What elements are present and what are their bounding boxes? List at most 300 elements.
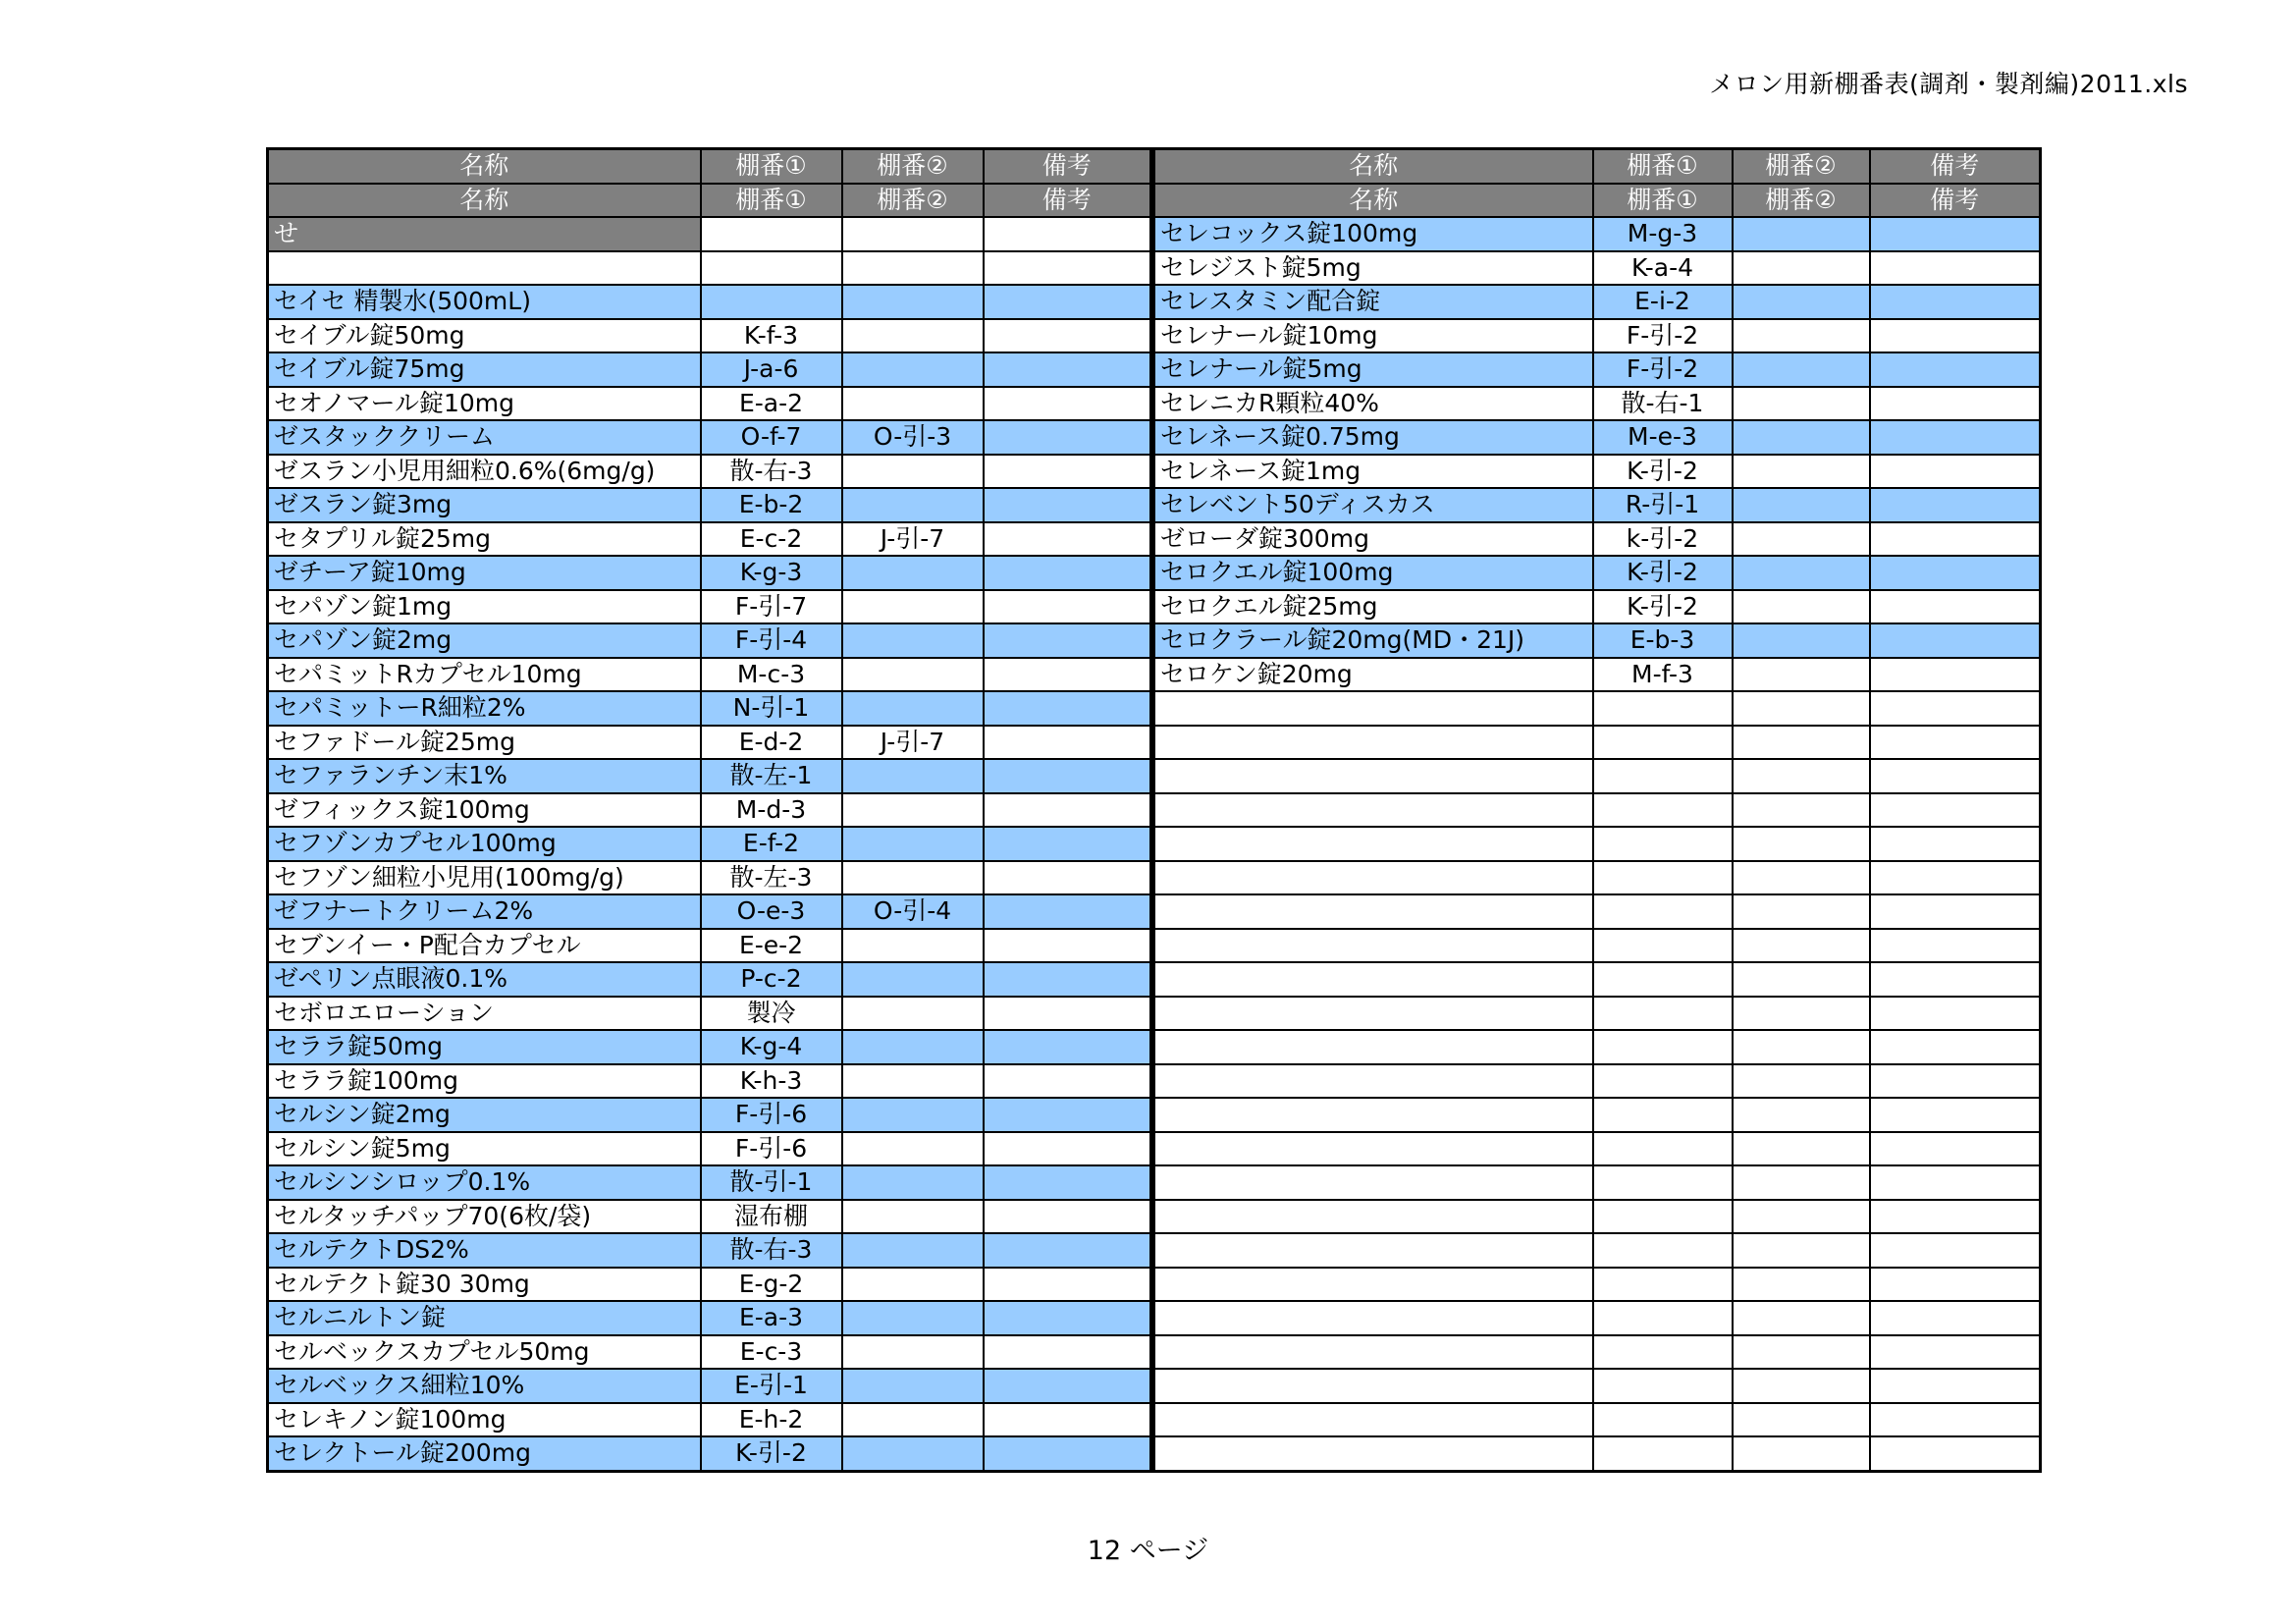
table-row <box>1154 1436 2041 1471</box>
drug-name-cell <box>1154 1064 1593 1099</box>
note-cell <box>1870 488 2041 522</box>
shelf-1-cell: E-g-2 <box>701 1268 842 1302</box>
table-row <box>1154 352 2041 387</box>
shelf-2-cell <box>842 1369 984 1403</box>
table-row <box>1154 1165 2041 1200</box>
shelf-2-cell <box>1733 1098 1870 1132</box>
note-cell <box>1870 997 2041 1031</box>
shelf-2-cell <box>1733 455 1870 489</box>
drug-name-cell: セレネース錠0.75mg <box>1154 420 1593 455</box>
table-row <box>1154 590 2041 624</box>
drug-name-cell <box>1154 1403 1593 1437</box>
drug-name-cell <box>1154 1335 1593 1370</box>
note-cell <box>984 420 1151 455</box>
note-cell <box>1870 861 2041 895</box>
drug-name-cell: ゼフナートクリーム2% <box>268 894 701 929</box>
note-cell <box>984 726 1151 760</box>
note-cell <box>984 1064 1151 1099</box>
drug-name-cell <box>1154 1165 1593 1200</box>
note-cell <box>984 352 1151 387</box>
shelf-1-cell <box>1593 1268 1733 1302</box>
table-row <box>268 1403 1151 1437</box>
drug-name-cell: セルニルトン錠 <box>268 1301 701 1335</box>
shelf-2-cell <box>842 488 984 522</box>
note-cell <box>1870 352 2041 387</box>
drug-name-cell: セルタッチパップ70(6枚/袋) <box>268 1200 701 1234</box>
shelf-2-cell <box>1733 793 1870 828</box>
shelf-2-cell <box>1733 691 1870 726</box>
shelf-2-cell: O-引-4 <box>842 894 984 929</box>
shelf-1-cell <box>1593 1301 1733 1335</box>
shelf-1-cell: K-引-2 <box>1593 590 1733 624</box>
shelf-1-cell: F-引-6 <box>701 1098 842 1132</box>
header-name: 名称 <box>268 184 701 218</box>
shelf-2-cell <box>842 691 984 726</box>
header-row <box>268 149 1151 184</box>
drug-name-cell: セパゾン錠1mg <box>268 590 701 624</box>
note-cell <box>1870 929 2041 963</box>
section-shelf-1 <box>701 217 842 251</box>
note-cell <box>984 319 1151 353</box>
note-cell <box>984 1233 1151 1268</box>
table-row <box>1154 1335 2041 1370</box>
shelf-1-cell: 散-右-1 <box>1593 387 1733 421</box>
drug-name-cell: セルベックスカプセル50mg <box>268 1335 701 1370</box>
table-row <box>1154 962 2041 997</box>
shelf-2-cell <box>1733 488 1870 522</box>
shelf-2-cell <box>1733 1165 1870 1200</box>
note-cell <box>1870 1064 2041 1099</box>
drug-name-cell <box>1154 1098 1593 1132</box>
note-cell <box>984 522 1151 557</box>
table-row <box>268 1301 1151 1335</box>
shelf-1-cell: 散-右-3 <box>701 455 842 489</box>
header-name: 名称 <box>268 149 701 184</box>
note-cell <box>1870 1200 2041 1234</box>
note-cell <box>1870 1369 2041 1403</box>
note-cell <box>984 1369 1151 1403</box>
note-cell <box>984 861 1151 895</box>
table-row <box>1154 691 2041 726</box>
shelf-2-cell <box>842 1030 984 1064</box>
drug-name-cell: セロクエル錠100mg <box>1154 556 1593 590</box>
table-row <box>1154 420 2041 455</box>
shelf-2-cell <box>1733 1436 1870 1471</box>
drug-name-cell: セレスタミン配合錠 <box>1154 285 1593 319</box>
drug-name-cell: セタプリル錠25mg <box>268 522 701 557</box>
shelf-1-cell: K-引-2 <box>701 1436 842 1471</box>
shelf-2-cell <box>1733 1403 1870 1437</box>
table-row <box>268 1132 1151 1166</box>
shelf-1-cell: F-引-4 <box>701 623 842 658</box>
note-cell <box>1870 726 2041 760</box>
shelf-1-cell: K-g-4 <box>701 1030 842 1064</box>
table-row <box>268 352 1151 387</box>
header-shelf-2: 棚番② <box>842 184 984 218</box>
shelf-1-cell: 散-左-3 <box>701 861 842 895</box>
shelf-2-cell <box>1733 1200 1870 1234</box>
table-row <box>268 522 1151 557</box>
table-row <box>1154 623 2041 658</box>
shelf-2-cell <box>842 623 984 658</box>
note-cell <box>1870 1436 2041 1471</box>
shelf-2-cell <box>1733 1132 1870 1166</box>
drug-name-cell: ゼスタッククリーム <box>268 420 701 455</box>
table-row <box>268 488 1151 522</box>
header-shelf-1: 棚番① <box>1593 149 1733 184</box>
table-row <box>268 1200 1151 1234</box>
note-cell <box>984 658 1151 692</box>
header-row <box>1154 149 2041 184</box>
shelf-2-cell <box>1733 929 1870 963</box>
header-row <box>268 184 1151 218</box>
table-row <box>1154 759 2041 793</box>
header-row <box>1154 184 2041 218</box>
drug-name-cell: セファドール錠25mg <box>268 726 701 760</box>
drug-name-cell <box>1154 1301 1593 1335</box>
shelf-2-cell <box>1733 827 1870 861</box>
shelf-2-cell <box>842 962 984 997</box>
table-row <box>268 997 1151 1031</box>
shelf-2-cell <box>842 251 984 286</box>
table-row <box>268 1064 1151 1099</box>
table-row <box>1154 1233 2041 1268</box>
shelf-1-cell <box>701 285 842 319</box>
shelf-1-cell: J-a-6 <box>701 352 842 387</box>
header-shelf-2: 棚番② <box>842 149 984 184</box>
drug-name-cell: セイブル錠50mg <box>268 319 701 353</box>
drug-name-cell: セパゾン錠2mg <box>268 623 701 658</box>
shelf-1-cell: E-引-1 <box>701 1369 842 1403</box>
shelf-2-cell <box>1733 1369 1870 1403</box>
shelf-2-cell <box>842 387 984 421</box>
shelf-2-cell <box>1733 1030 1870 1064</box>
note-cell <box>984 929 1151 963</box>
note-cell <box>1870 455 2041 489</box>
table-row <box>268 759 1151 793</box>
drug-name-cell <box>1154 861 1593 895</box>
shelf-1-cell <box>1593 1335 1733 1370</box>
note-cell <box>984 1030 1151 1064</box>
note-cell <box>1870 1165 2041 1200</box>
drug-name-cell: セロクラール錠20mg(MD・21J) <box>1154 623 1593 658</box>
shelf-1-cell: K-h-3 <box>701 1064 842 1099</box>
table-row <box>268 285 1151 319</box>
shelf-1-cell <box>1593 962 1733 997</box>
shelf-1-cell <box>1593 1030 1733 1064</box>
drug-name-cell <box>1154 929 1593 963</box>
note-cell <box>1870 251 2041 286</box>
shelf-2-cell <box>1733 1268 1870 1302</box>
drug-name-cell: セパミットーR細粒2% <box>268 691 701 726</box>
drug-name-cell <box>1154 827 1593 861</box>
shelf-1-cell <box>1593 1200 1733 1234</box>
shelf-2-cell <box>842 285 984 319</box>
note-cell <box>1870 623 2041 658</box>
table-row <box>268 894 1151 929</box>
shelf-2-cell <box>842 352 984 387</box>
table-row <box>1154 997 2041 1031</box>
shelf-1-cell: E-c-2 <box>701 522 842 557</box>
table-row <box>268 1098 1151 1132</box>
shelf-1-cell <box>1593 1132 1733 1166</box>
header-shelf-2: 棚番② <box>1733 149 1870 184</box>
table-row <box>1154 1030 2041 1064</box>
note-cell <box>984 793 1151 828</box>
shelf-2-cell <box>1733 319 1870 353</box>
header-shelf-1: 棚番① <box>701 184 842 218</box>
note-cell <box>984 1301 1151 1335</box>
shelf-1-cell: M-f-3 <box>1593 658 1733 692</box>
drug-name-cell <box>1154 997 1593 1031</box>
shelf-2-cell <box>1733 1233 1870 1268</box>
drug-name-cell: セレニカR顆粒40% <box>1154 387 1593 421</box>
shelf-1-cell <box>701 251 842 286</box>
table-row <box>1154 1200 2041 1234</box>
shelf-2-cell <box>1733 352 1870 387</box>
shelf-2-cell <box>842 1132 984 1166</box>
shelf-1-cell <box>1593 1165 1733 1200</box>
note-cell <box>984 1132 1151 1166</box>
table-row <box>1154 285 2041 319</box>
shelf-2-cell <box>1733 726 1870 760</box>
shelf-2-cell <box>842 929 984 963</box>
table-row <box>268 793 1151 828</box>
table-row <box>268 1369 1151 1403</box>
shelf-1-cell: 湿布棚 <box>701 1200 842 1234</box>
table-row <box>1154 319 2041 353</box>
note-cell <box>984 827 1151 861</box>
shelf-2-cell <box>842 1233 984 1268</box>
shelf-1-cell: N-引-1 <box>701 691 842 726</box>
table-row <box>1154 217 2041 251</box>
table-row <box>1154 726 2041 760</box>
shelf-2-cell <box>1733 623 1870 658</box>
shelf-2-cell <box>842 1200 984 1234</box>
note-cell <box>1870 387 2041 421</box>
shelf-2-cell: O-引-3 <box>842 420 984 455</box>
shelf-1-cell: E-f-2 <box>701 827 842 861</box>
table-row <box>1154 387 2041 421</box>
shelf-1-cell: P-c-2 <box>701 962 842 997</box>
table-row <box>268 1165 1151 1200</box>
section-note <box>984 217 1151 251</box>
note-cell <box>984 623 1151 658</box>
drug-name-cell <box>268 251 701 286</box>
shelf-1-cell: O-e-3 <box>701 894 842 929</box>
shelf-1-cell: E-e-2 <box>701 929 842 963</box>
note-cell <box>1870 1233 2041 1268</box>
section-row <box>268 217 1151 251</box>
shelf-1-cell <box>1593 861 1733 895</box>
header-note: 備考 <box>984 184 1151 218</box>
shelf-2-cell <box>842 1335 984 1370</box>
shelf-1-cell: M-g-3 <box>1593 217 1733 251</box>
shelf-2-cell <box>842 556 984 590</box>
note-cell <box>984 455 1151 489</box>
table-row <box>1154 1132 2041 1166</box>
table-row <box>1154 1064 2041 1099</box>
drug-name-cell: セレネース錠1mg <box>1154 455 1593 489</box>
shelf-1-cell: 散-引-1 <box>701 1165 842 1200</box>
table-row <box>1154 522 2041 557</box>
note-cell <box>1870 793 2041 828</box>
shelf-2-cell <box>1733 962 1870 997</box>
shelf-1-cell: k-引-2 <box>1593 522 1733 557</box>
table-row <box>1154 1403 2041 1437</box>
shelf-1-cell <box>1593 1403 1733 1437</box>
shelf-2-cell <box>842 793 984 828</box>
shelf-1-cell: R-引-1 <box>1593 488 1733 522</box>
shelf-2-cell <box>1733 1064 1870 1099</box>
table-row <box>268 658 1151 692</box>
note-cell <box>1870 1132 2041 1166</box>
shelf-1-cell <box>1593 726 1733 760</box>
shelf-2-cell <box>842 319 984 353</box>
note-cell <box>1870 1268 2041 1302</box>
shelf-1-cell: 散-左-1 <box>701 759 842 793</box>
drug-name-cell <box>1154 726 1593 760</box>
shelf-1-cell: K-引-2 <box>1593 455 1733 489</box>
header-shelf-1: 棚番① <box>1593 184 1733 218</box>
note-cell <box>1870 556 2041 590</box>
shelf-1-cell <box>1593 691 1733 726</box>
shelf-2-cell <box>1733 556 1870 590</box>
table-row <box>1154 455 2041 489</box>
table-row <box>268 455 1151 489</box>
header-note: 備考 <box>1870 149 2041 184</box>
drug-name-cell: セボロエローション <box>268 997 701 1031</box>
shelf-2-cell <box>1733 861 1870 895</box>
table-row <box>1154 658 2041 692</box>
drug-name-cell <box>1154 962 1593 997</box>
drug-name-cell: セララ錠50mg <box>268 1030 701 1064</box>
note-cell <box>1870 1335 2041 1370</box>
shelf-1-cell: F-引-7 <box>701 590 842 624</box>
shelf-2-cell <box>842 1064 984 1099</box>
drug-name-cell: セルベックス細粒10% <box>268 1369 701 1403</box>
drug-name-cell: セルテクトDS2% <box>268 1233 701 1268</box>
shelf-2-cell <box>842 1165 984 1200</box>
shelf-2-cell <box>842 455 984 489</box>
shelf-2-cell <box>1733 658 1870 692</box>
drug-name-cell: セロケン錠20mg <box>1154 658 1593 692</box>
drug-name-cell: セレクトール錠200mg <box>268 1436 701 1471</box>
shelf-1-cell <box>1593 1064 1733 1099</box>
shelf-1-cell <box>1593 759 1733 793</box>
table-row <box>268 623 1151 658</box>
shelf-1-cell <box>1593 793 1733 828</box>
table-row <box>1154 488 2041 522</box>
shelf-2-cell <box>842 759 984 793</box>
table-row <box>1154 1369 2041 1403</box>
note-cell <box>984 1165 1151 1200</box>
shelf-1-cell: K-f-3 <box>701 319 842 353</box>
shelf-table-right <box>1152 147 2042 1473</box>
shelf-2-cell <box>842 1098 984 1132</box>
drug-name-cell: ゼローダ錠300mg <box>1154 522 1593 557</box>
drug-name-cell: セルシン錠5mg <box>268 1132 701 1166</box>
drug-name-cell: セレジスト錠5mg <box>1154 251 1593 286</box>
drug-name-cell: セフゾンカプセル100mg <box>268 827 701 861</box>
shelf-2-cell <box>1733 759 1870 793</box>
drug-name-cell: ゼチーア錠10mg <box>268 556 701 590</box>
drug-name-cell: セブンイー・P配合カプセル <box>268 929 701 963</box>
table-row <box>268 1030 1151 1064</box>
drug-name-cell: セロクエル錠25mg <box>1154 590 1593 624</box>
header-note: 備考 <box>1870 184 2041 218</box>
shelf-1-cell: K-a-4 <box>1593 251 1733 286</box>
shelf-1-cell <box>1593 1436 1733 1471</box>
note-cell <box>1870 962 2041 997</box>
drug-name-cell <box>1154 1268 1593 1302</box>
drug-name-cell: セララ錠100mg <box>268 1064 701 1099</box>
shelf-2-cell <box>1733 1335 1870 1370</box>
drug-name-cell: ゼペリン点眼液0.1% <box>268 962 701 997</box>
drug-name-cell <box>1154 793 1593 828</box>
shelf-1-cell: M-c-3 <box>701 658 842 692</box>
shelf-2-cell <box>842 1403 984 1437</box>
drug-name-cell <box>1154 691 1593 726</box>
section-shelf-2 <box>842 217 984 251</box>
note-cell <box>984 759 1151 793</box>
table-row <box>268 590 1151 624</box>
note-cell <box>1870 691 2041 726</box>
note-cell <box>1870 1030 2041 1064</box>
note-cell <box>1870 1098 2041 1132</box>
drug-name-cell: セレナール錠10mg <box>1154 319 1593 353</box>
note-cell <box>984 590 1151 624</box>
note-cell <box>1870 217 2041 251</box>
shelf-2-cell <box>1733 590 1870 624</box>
shelf-2-cell: J-引-7 <box>842 726 984 760</box>
drug-name-cell <box>1154 1436 1593 1471</box>
table-row <box>268 251 1151 286</box>
table-row <box>268 691 1151 726</box>
note-cell <box>984 387 1151 421</box>
note-cell <box>1870 1403 2041 1437</box>
table-row <box>268 1268 1151 1302</box>
shelf-1-cell <box>1593 1369 1733 1403</box>
note-cell <box>1870 759 2041 793</box>
page-footer: 12 ページ <box>1087 1536 1209 1566</box>
shelf-1-cell <box>1593 997 1733 1031</box>
shelf-2-cell <box>1733 251 1870 286</box>
drug-name-cell <box>1154 1200 1593 1234</box>
table-row <box>268 1233 1151 1268</box>
note-cell <box>1870 658 2041 692</box>
drug-name-cell: セオノマール錠10mg <box>268 387 701 421</box>
header-name: 名称 <box>1154 149 1593 184</box>
note-cell <box>1870 590 2041 624</box>
note-cell <box>984 962 1151 997</box>
note-cell <box>984 691 1151 726</box>
drug-name-cell: セファランチン末1% <box>268 759 701 793</box>
table-row <box>1154 1301 2041 1335</box>
table-row <box>1154 929 2041 963</box>
note-cell <box>1870 894 2041 929</box>
note-cell <box>1870 319 2041 353</box>
drug-name-cell <box>1154 1369 1593 1403</box>
table-row <box>268 1335 1151 1370</box>
drug-name-cell <box>1154 1030 1593 1064</box>
table-row <box>268 962 1151 997</box>
drug-name-cell: セレナール錠5mg <box>1154 352 1593 387</box>
shelf-2-cell: J-引-7 <box>842 522 984 557</box>
shelf-1-cell: E-a-3 <box>701 1301 842 1335</box>
shelf-2-cell <box>842 997 984 1031</box>
shelf-1-cell: E-c-3 <box>701 1335 842 1370</box>
